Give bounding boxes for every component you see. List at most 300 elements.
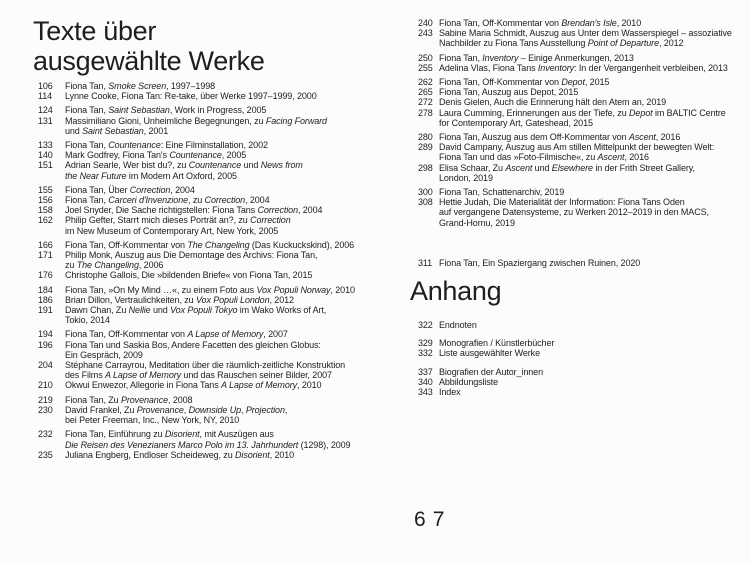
toc-entry-line — [439, 108, 732, 118]
toc-entry-text — [65, 150, 355, 160]
text-segment: Ein Gespräch, 2009 — [65, 349, 143, 360]
text-segment: , Work in Progress, 2005 — [169, 105, 267, 116]
toc-entry — [38, 329, 355, 339]
toc-group — [38, 185, 355, 236]
text-segment: Fiona Tan, Schattenarchiv, 2019 — [439, 187, 565, 198]
work-title: Die Reisen des Venezianers Marco Polo im 13. Jahrhundert — [65, 439, 299, 450]
toc-entry-text — [439, 348, 554, 358]
text-segment: , 2004 — [297, 205, 323, 216]
text-segment: und — [65, 125, 83, 136]
toc-entry-text — [439, 320, 554, 330]
text-segment: Sabine Maria Schmidt, Auszug aus Unter dem Wasserspiegel – assoziative — [439, 28, 732, 39]
left-page-title-line2: ausgewählte Werke — [33, 46, 265, 76]
text-segment: Monografien / Künstlerbücher — [439, 338, 555, 349]
toc-entry-line — [65, 440, 355, 450]
text-segment: im BALTIC Centre — [652, 107, 726, 118]
text-segment: Philip Monk, Auszug aus Die Demontage des Archivs: Fiona Tan, — [65, 250, 318, 261]
toc-group — [418, 77, 732, 128]
toc-entry-line — [65, 215, 355, 225]
toc-entry-page-number: 232 — [38, 429, 53, 440]
toc-entry-line — [439, 320, 554, 330]
work-title: Correction — [257, 205, 298, 216]
toc-entry-line — [65, 140, 355, 150]
toc-entry-text — [439, 132, 732, 142]
toc-entry — [418, 53, 732, 63]
text-segment: Fiona Tan, — [65, 140, 109, 151]
toc-entry-text — [439, 108, 732, 128]
toc-entry-page-number: 184 — [38, 284, 53, 295]
work-title: the Near Future — [65, 170, 127, 181]
work-title: Provenance — [136, 404, 184, 415]
toc-entry-text — [65, 395, 355, 405]
work-title: News from — [260, 160, 303, 171]
toc-entry — [418, 338, 554, 348]
work-title: Correction — [204, 195, 246, 206]
toc-entry-line — [439, 348, 554, 358]
toc-entry-line — [65, 260, 355, 270]
toc-entry-page-number: 230 — [38, 404, 53, 415]
toc-entry — [38, 295, 355, 305]
text-segment: , 2015 — [584, 77, 610, 88]
text-segment: Stéphane Carrayrou, Meditation über die räumlich-zeitliche Konstruktion — [65, 360, 346, 371]
toc-list-left — [38, 81, 355, 460]
toc-entry-text — [65, 250, 355, 270]
text-segment: Tokio, 2014 — [65, 315, 110, 326]
toc-entry-text — [439, 367, 554, 377]
text-segment: Massimiliano Gioni, Unheimliche Begegnungen, zu — [65, 115, 266, 126]
toc-entry-page-number: 262 — [418, 77, 433, 88]
left-page-title — [33, 16, 265, 76]
text-segment: Mark Godfrey, Fiona Tan's — [65, 150, 170, 161]
toc-entry-page-number: 329 — [418, 338, 433, 349]
toc-entry-page-number: 343 — [418, 387, 433, 398]
toc-entry-line — [439, 142, 732, 152]
toc-entry-text — [439, 387, 554, 397]
toc-entry — [418, 77, 732, 87]
work-title: A Lapse of Memory — [105, 370, 182, 381]
text-segment: Elisa Schaar, Zu — [439, 162, 506, 173]
toc-entry — [418, 187, 732, 197]
toc-entry-text — [439, 53, 732, 63]
toc-entry-page-number: 131 — [38, 115, 53, 126]
toc-entry-line — [439, 63, 732, 73]
anhang-title: Anhang — [410, 276, 502, 306]
text-segment: , 2010 — [330, 284, 355, 295]
work-title: Disorient — [235, 449, 270, 460]
text-segment: (Das Kuckuckskind), 2006 — [249, 239, 355, 250]
toc-entry-text — [439, 142, 732, 162]
work-title: The Changeling — [187, 239, 250, 250]
text-segment: Joel Snyder, Die Sache richtigstellen: Fiona Tans — [65, 205, 258, 216]
text-segment: Fiona Tan, Auszug aus Depot, 2015 — [439, 87, 579, 98]
work-title: Vox Populi London — [195, 294, 270, 305]
toc-entry-text — [439, 63, 732, 73]
toc-entry-text — [439, 338, 554, 348]
toc-entry-line — [65, 405, 355, 415]
text-segment: , 2006 — [138, 260, 164, 271]
folio-right-page-number: 7 — [432, 508, 445, 531]
toc-entry — [38, 105, 355, 115]
text-segment: Fiona Tan, Zu — [65, 394, 121, 405]
toc-entry-line — [439, 258, 732, 268]
toc-entry-text — [65, 185, 355, 195]
toc-entry-line — [439, 377, 554, 387]
toc-entry-text — [65, 270, 355, 280]
text-segment: , 2004 — [170, 184, 195, 195]
toc-entry-line — [65, 295, 355, 305]
text-segment: Fiona Tan, — [439, 52, 483, 63]
toc-entry-line — [65, 91, 355, 101]
toc-entry-page-number: 156 — [38, 195, 53, 206]
work-title: Downside Up — [188, 404, 242, 415]
work-title: Saint Sebastian — [108, 105, 170, 116]
text-segment: Philip Gefter, Starrt mich dieses Porträt an?, zu — [65, 215, 251, 226]
text-segment: , 2010 — [297, 380, 322, 391]
toc-entry-text — [65, 429, 355, 449]
toc-group — [38, 105, 355, 136]
toc-entry-text — [439, 87, 732, 97]
toc-entry — [418, 97, 732, 107]
text-segment: Abbildungsliste — [439, 376, 499, 387]
toc-entry-line — [65, 380, 355, 390]
toc-entry-page-number: 240 — [418, 18, 433, 28]
toc-entry-line — [65, 450, 355, 460]
toc-entry-line — [439, 163, 732, 173]
work-title: Saint Sebastian — [82, 125, 144, 136]
toc-entry-line — [439, 173, 732, 183]
text-segment: Adrian Searle, Wer bist du?, zu — [65, 160, 189, 171]
text-segment: Fiona Tan, »On My Mind …«, zu einem Foto aus — [65, 284, 257, 295]
work-title: A Lapse of Memory — [221, 380, 298, 391]
toc-entry — [38, 405, 355, 425]
toc-entry-page-number: 176 — [38, 270, 53, 281]
toc-entry — [38, 140, 355, 150]
toc-entry-line — [439, 97, 732, 107]
toc-entry-page-number: 340 — [418, 376, 433, 387]
text-segment: David Frankel, Zu — [65, 404, 137, 415]
toc-entry-line — [65, 205, 355, 215]
toc-entry-page-number: 308 — [418, 197, 433, 208]
work-title: Ascent — [628, 132, 656, 143]
toc-entry-text — [65, 215, 355, 235]
text-segment: , 2010 — [616, 18, 642, 28]
text-segment: Juliana Engberg, Endloser Scheideweg, zu — [65, 449, 236, 460]
toc-entry-page-number: 162 — [38, 215, 53, 226]
work-title: Depot — [561, 77, 585, 88]
toc-entry-page-number: 151 — [38, 160, 53, 171]
text-segment: David Campany, Auszug aus Am stillen Mittelpunkt der bewegten Welt: — [439, 142, 715, 153]
work-title: Correction — [129, 184, 171, 195]
toc-entry — [38, 360, 355, 380]
text-segment: Adelina Vlas, Fiona Tans — [439, 62, 538, 73]
toc-group — [38, 285, 355, 326]
toc-entry-text — [439, 258, 732, 268]
toc-entry-line — [65, 116, 355, 126]
toc-group — [418, 338, 554, 358]
toc-entry-line — [65, 360, 355, 370]
text-segment: Fiona Tan, Off-Kommentar von — [439, 77, 562, 88]
folio — [414, 508, 444, 532]
text-segment: , 2012 — [658, 38, 684, 49]
toc-entry-text — [65, 405, 355, 425]
text-segment: , 2016 — [624, 152, 649, 163]
work-title: Ascent — [505, 162, 533, 173]
toc-entry-line — [439, 218, 732, 228]
work-title: Projection — [245, 404, 285, 415]
toc-entry-page-number: 337 — [418, 366, 433, 377]
toc-entry — [38, 81, 355, 91]
toc-group — [38, 429, 355, 460]
toc-entry — [418, 132, 732, 142]
toc-entry-page-number: 255 — [418, 62, 433, 73]
text-segment: im New Museum of Contemporary Art, New York, 2005 — [65, 225, 279, 236]
toc-entry-line — [65, 315, 355, 325]
work-title: Depot — [629, 107, 653, 118]
toc-entry-page-number: 186 — [38, 294, 53, 305]
text-segment: und — [241, 160, 261, 171]
toc-entry — [38, 250, 355, 270]
text-segment: Fiona Tan, Off-Kommentar von — [65, 239, 188, 250]
text-segment: , 2016 — [655, 132, 681, 143]
toc-group — [418, 320, 554, 330]
text-segment: des Films — [65, 370, 106, 381]
toc-entry — [38, 91, 355, 101]
toc-entry-line — [65, 171, 355, 181]
text-segment: , 2001 — [143, 125, 169, 136]
toc-entry-line — [439, 187, 732, 197]
toc-entry-line — [65, 160, 355, 170]
toc-entry — [418, 367, 554, 377]
toc-entry-page-number: 322 — [418, 320, 433, 330]
toc-entry-line — [439, 28, 732, 38]
toc-entry — [38, 429, 355, 449]
text-segment: Fiona Tan, Einführung zu — [65, 429, 165, 440]
toc-entry-line — [439, 338, 554, 348]
toc-entry — [418, 163, 732, 183]
toc-entry-line — [439, 207, 732, 217]
folio-left-page-number: 6 — [414, 508, 426, 531]
text-segment: Fiona Tan und Saskia Bos, Andere Facetten des gleichen Globus: — [65, 339, 321, 350]
toc-entry-page-number: 155 — [38, 184, 53, 195]
toc-entry-page-number: 140 — [38, 150, 53, 161]
toc-entry — [418, 28, 732, 48]
toc-entry-line — [65, 105, 355, 115]
text-segment: Denis Gielen, Auch die Erinnerung hält den Atem an, 2019 — [439, 97, 667, 108]
work-title: Facing Forward — [265, 115, 327, 126]
toc-group — [418, 53, 732, 73]
work-title: A Lapse of Memory — [187, 329, 264, 340]
toc-entry-line — [65, 81, 355, 91]
toc-entry-line — [439, 197, 732, 207]
text-segment: : Eine Filminstallation, 2002 — [160, 140, 268, 151]
text-segment: zu — [65, 260, 77, 271]
toc-entry-page-number: 243 — [418, 28, 433, 39]
work-title: Vox Populi Norway — [256, 284, 331, 295]
work-title: Elsewhere — [551, 162, 593, 173]
text-segment: auf vergangene Datensysteme, zu Werken 2012–2019 in den MACS, — [439, 207, 709, 218]
toc-entry-page-number: 265 — [418, 87, 433, 98]
toc-entry-text — [65, 81, 355, 91]
toc-entry — [38, 195, 355, 205]
toc-entry-line — [439, 118, 732, 128]
toc-entry-text — [65, 329, 355, 339]
text-segment: – Einige Anmerkungen, 2013 — [518, 52, 634, 63]
toc-entry-line — [439, 77, 732, 87]
toc-entry — [38, 380, 355, 390]
toc-group — [418, 18, 732, 49]
text-segment: und das Rauschen seiner Bilder, 2007 — [181, 370, 332, 381]
text-segment: Dawn Chan, Zu — [65, 305, 129, 316]
toc-entry-page-number: 298 — [418, 162, 433, 173]
toc-entry-line — [65, 270, 355, 280]
text-segment: Fiona Tan, — [65, 81, 109, 91]
toc-entry-text — [439, 28, 732, 48]
toc-entry-text — [65, 380, 355, 390]
text-segment: Grand-Hornu, 2019 — [439, 217, 515, 228]
work-title: Countenance — [188, 160, 242, 171]
toc-entry-page-number: 133 — [38, 140, 53, 151]
toc-entry — [418, 197, 732, 228]
toc-entry-text — [439, 187, 732, 197]
toc-entry-page-number: 114 — [38, 91, 53, 102]
work-title: Nellie — [128, 305, 151, 316]
toc-entry-text — [65, 295, 355, 305]
toc-entry-line — [439, 87, 732, 97]
work-title: Vox Populi Tokyo — [170, 305, 238, 316]
toc-entry — [418, 387, 554, 397]
toc-entry-line — [65, 370, 355, 380]
text-segment: Fiona Tan, Off-Kommentar von — [65, 329, 188, 340]
toc-entry-line — [65, 185, 355, 195]
work-title: Inventory — [482, 52, 519, 63]
work-title: Carceri d'Invenzione — [108, 195, 189, 206]
work-title: Correction — [250, 215, 291, 226]
toc-entry-line — [65, 240, 355, 250]
toc-entry-page-number: 311 — [418, 257, 433, 268]
text-segment: Fiona Tan, Ein Spaziergang zwischen Ruinen, 2020 — [439, 257, 641, 268]
toc-entry-page-number: 272 — [418, 97, 433, 108]
toc-entry-page-number: 171 — [38, 250, 53, 261]
toc-entry — [38, 305, 355, 325]
text-segment: for Contemporary Art, Gateshead, 2015 — [439, 117, 593, 128]
toc-entry-text — [439, 97, 732, 107]
toc-entry-text — [65, 105, 355, 115]
toc-entry-line — [439, 38, 732, 48]
text-segment: , 2007 — [263, 329, 288, 340]
toc-entry-line — [65, 415, 355, 425]
toc-entry-page-number: 235 — [38, 449, 53, 460]
toc-entry-line — [439, 387, 554, 397]
text-segment: und — [150, 305, 171, 316]
toc-entry — [38, 395, 355, 405]
toc-entry — [38, 340, 355, 360]
toc-entry — [38, 285, 355, 295]
toc-entry-text — [439, 163, 732, 183]
work-title: Ascent — [597, 152, 625, 163]
text-segment: , 2012 — [269, 294, 294, 305]
toc-entry-text — [65, 91, 355, 101]
toc-entry-page-number: 280 — [418, 132, 433, 143]
text-segment: Fiona Tan, — [65, 195, 109, 206]
toc-entry — [38, 160, 355, 180]
text-segment: Fiona Tan, Auszug aus dem Off-Kommentar von — [439, 132, 629, 143]
toc-entry-text — [65, 160, 355, 180]
text-segment: Christophe Gallois, Die »bildenden Briefe« von Fiona Tan, 2015 — [65, 270, 313, 281]
toc-entry-page-number: 194 — [38, 329, 53, 340]
toc-entry-text — [439, 18, 732, 28]
toc-group — [418, 187, 732, 228]
toc-entry-text — [65, 205, 355, 215]
toc-entry-page-number: 196 — [38, 339, 53, 350]
toc-entry-line — [65, 195, 355, 205]
toc-entry — [38, 215, 355, 235]
text-segment: , 2010 — [269, 449, 295, 460]
work-title: Provenance — [120, 394, 169, 405]
toc-entry — [418, 142, 732, 162]
toc-group — [418, 132, 732, 183]
text-segment: im Wako Works of Art, — [237, 305, 327, 316]
text-segment: Index — [439, 387, 461, 398]
work-title: The Changeling — [76, 260, 139, 271]
toc-group — [38, 329, 355, 390]
work-title: Disorient — [164, 429, 200, 440]
text-segment: , — [183, 404, 189, 415]
toc-entry-text — [65, 116, 355, 136]
toc-entry-line — [439, 132, 732, 142]
text-segment: in der Frith Street Gallery, — [592, 162, 695, 173]
toc-list-right — [418, 18, 732, 268]
toc-entry — [38, 150, 355, 160]
toc-entry — [38, 270, 355, 280]
toc-entry-line — [65, 429, 355, 439]
toc-entry-page-number: 124 — [38, 105, 53, 116]
toc-entry-line — [439, 18, 732, 28]
toc-group — [38, 395, 355, 426]
work-title: Brendan's Isle — [561, 18, 617, 28]
text-segment: , 1997–1998 — [166, 81, 216, 91]
toc-entry — [418, 348, 554, 358]
text-segment: Laura Cumming, Erinnerungen aus der Tiefe, zu — [439, 107, 630, 118]
toc-entry-page-number: 332 — [418, 348, 433, 359]
toc-entry — [418, 63, 732, 73]
toc-entry-line — [65, 329, 355, 339]
work-title: Point of Departure — [587, 38, 659, 49]
toc-entry-line — [65, 350, 355, 360]
text-segment: (1298), 2009 — [298, 439, 351, 450]
toc-entry-text — [65, 450, 355, 460]
text-segment: , — [284, 404, 288, 415]
toc-entry — [38, 185, 355, 195]
left-page-title-line1: Texte über — [33, 16, 157, 46]
toc-entry — [418, 87, 732, 97]
toc-entry — [418, 258, 732, 268]
toc-entry-text — [65, 240, 355, 250]
toc-group — [38, 81, 355, 101]
text-segment: Fiona Tan, — [65, 105, 109, 116]
toc-entry-text — [439, 197, 732, 228]
toc-entry-page-number: 106 — [38, 81, 53, 91]
toc-entry-page-number: 166 — [38, 239, 53, 250]
work-title: Smoke Screen — [108, 81, 167, 91]
text-segment: Fiona Tan, Off-Kommentar von — [439, 18, 562, 28]
toc-group — [38, 240, 355, 281]
text-segment: und — [532, 162, 552, 173]
text-segment: London, 2019 — [439, 172, 493, 183]
work-title: Inventory — [537, 62, 575, 73]
toc-entry-text — [439, 77, 732, 87]
toc-entry-page-number: 210 — [38, 380, 53, 391]
work-title: Countenance — [108, 140, 161, 151]
